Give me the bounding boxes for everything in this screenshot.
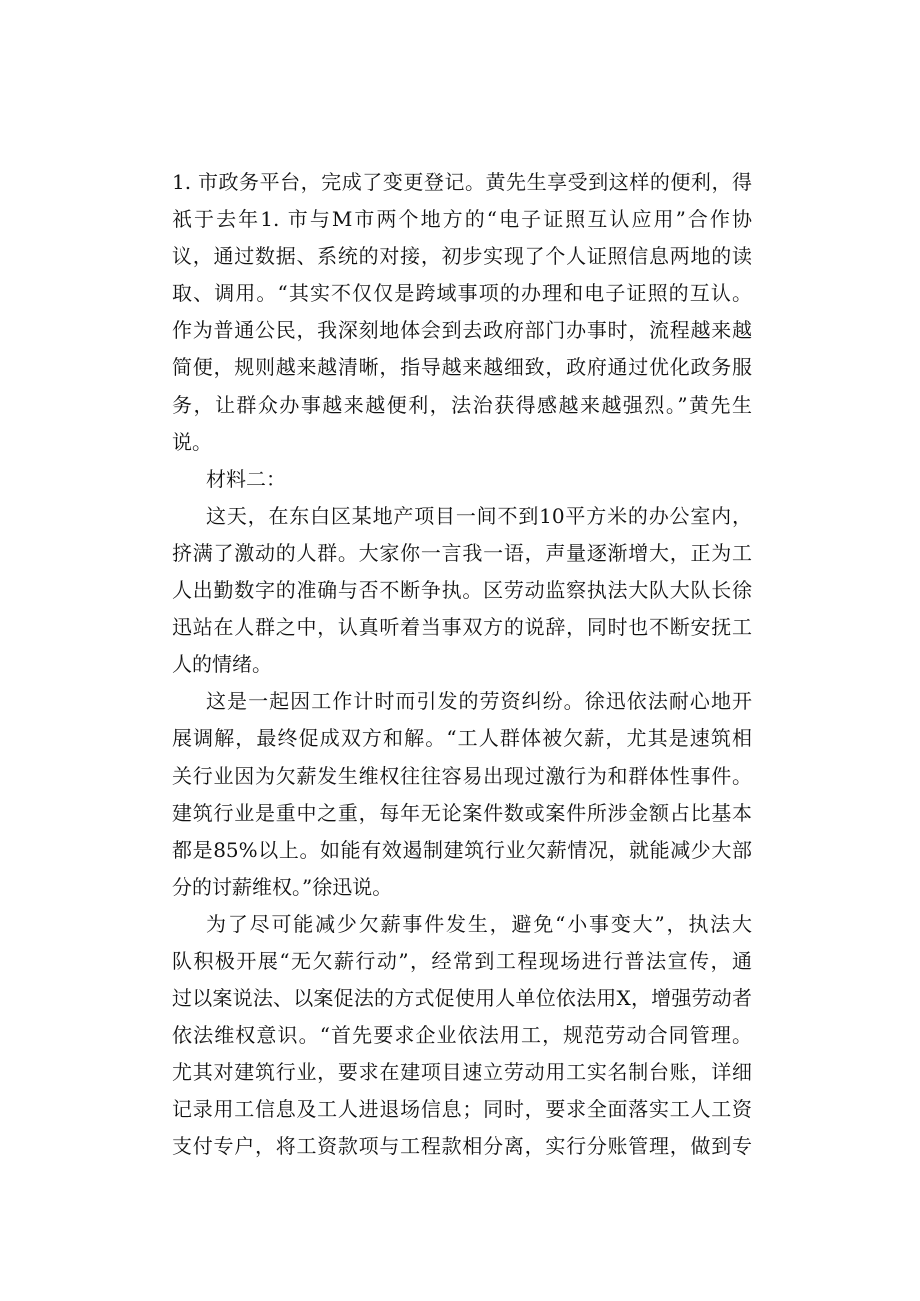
paragraph-3	[172, 498, 752, 683]
text-line: 这天，在东白区某地产项目一间不到10平方米的办公室内，	[206, 503, 752, 528]
text-line: 人出勤数字的准确与否不断争执。区劳动监察执法大队大队长徐	[172, 578, 752, 603]
text-line: 关行业因为欠薪发生维权往往容易出现过激行为和群体性事件。	[172, 763, 752, 788]
text-line: 祇于去年1. 市与M市两个地方的“电子证照互认应用”合作协	[172, 207, 752, 232]
text-line: 队积极开展“无欠薪行动”，经常到工程现场进行普法宣传，通	[172, 948, 752, 973]
paragraph-1	[172, 164, 752, 461]
text-line: 说。	[172, 429, 212, 454]
text-line: 挤满了激动的人群。大家你一言我一语，声量逐渐增大，正为工	[172, 540, 752, 565]
text-line: 依法维权意识。“首先要求企业依法用工，规范劳动合同管理。	[172, 1023, 752, 1048]
text-line: 过以案说法、以案促法的方式促使用人单位依法用X，增强劳动者	[172, 986, 752, 1011]
paragraph-5	[172, 906, 752, 1166]
text-line: 分的讨薪维权。”徐迅说。	[172, 874, 393, 899]
section-heading	[172, 461, 752, 498]
text-line: 这是一起因工作计时而引发的劳资纠纷。徐迅依法耐心地开	[206, 689, 752, 714]
text-line: 议，通过数据、系统的对接，初步实现了个人证照信息两地的读	[172, 244, 752, 269]
text-line: 尤其对建筑行业，要求在建项目速立劳动用工实名制台账，详细	[172, 1060, 752, 1085]
text-line: 简便，规则越来越清晰，指导越来越细致，政府通过优化政务服	[172, 355, 752, 380]
document-body	[172, 164, 752, 1166]
text-line: 作为普通公民，我深刻地体会到去政府部门办事时，流程越来越	[172, 318, 752, 343]
text-line: 迅站在人群之中，认真听着当事双方的说辞，同时也不断安抚工	[172, 615, 752, 640]
text-line: 展调解，最终促成双方和解。“工人群体被欠薪，尤其是速筑相	[172, 726, 752, 751]
text-line: 取、调用。“其实不仅仅是跨域事项的办理和电子证照的互认。	[172, 281, 752, 306]
text-line: 人的情绪。	[172, 652, 272, 677]
paragraph-4	[172, 683, 752, 906]
text-line: 为了尽可能减少欠薪事件发生，避免“小事变大”，执法大	[206, 911, 752, 936]
text-line: 支付专户，将工资款项与工程款相分离，实行分账管理，做到专	[172, 1134, 752, 1159]
text-line: 建筑行业是重中之重，每年无论案件数或案件所涉金额占比基本	[172, 800, 752, 825]
text-line: 务，让群众办事越来越便利，法治获得感越来越强烈。”黄先生	[172, 392, 752, 417]
text-line: 记录用工信息及工人进退场信息；同时，要求全面落实工人工资	[172, 1097, 752, 1122]
section-heading-text: 材料二：	[206, 466, 286, 491]
text-line: 1. 市政务平台，完成了变更登记。黄先生享受到这样的便利，得	[172, 170, 752, 194]
text-line: 都是85%以上。如能有效遏制建筑行业欠薪情况，就能减少大部	[172, 837, 752, 862]
